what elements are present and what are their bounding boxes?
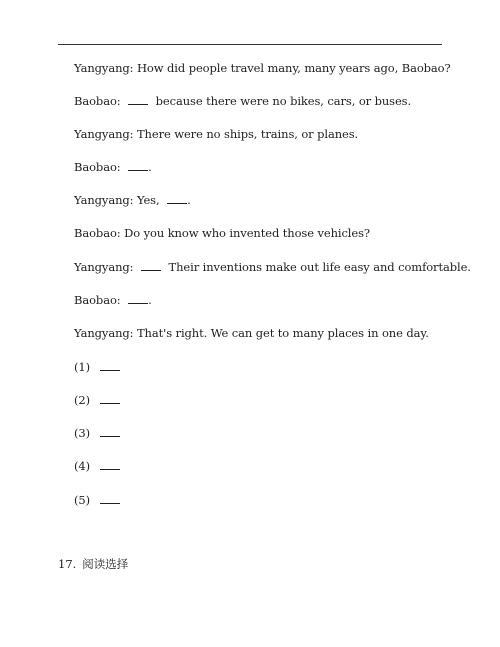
answer-number: (4) bbox=[74, 459, 90, 473]
dialogue-text: Their inventions make out life easy and comfortable. bbox=[168, 260, 471, 274]
dialogue-line-9 bbox=[74, 325, 429, 341]
answer-blank[interactable] bbox=[100, 359, 120, 371]
speaker: Yangyang: bbox=[74, 193, 134, 207]
answer-blank[interactable] bbox=[128, 159, 148, 171]
dialogue-text: . bbox=[148, 293, 152, 307]
speaker: Yangyang: bbox=[74, 326, 134, 340]
question-heading bbox=[58, 556, 128, 572]
dialogue-line-2 bbox=[74, 93, 411, 109]
answer-line-4 bbox=[74, 458, 124, 474]
dialogue-text: Do you know who invented those vehicles? bbox=[124, 226, 370, 240]
answer-blank[interactable] bbox=[128, 292, 148, 304]
answer-number: (2) bbox=[74, 393, 90, 407]
speaker: Yangyang: bbox=[74, 61, 134, 75]
speaker: Baobao: bbox=[74, 94, 121, 108]
dialogue-line-3 bbox=[74, 126, 358, 142]
dialogue-text-after: . bbox=[187, 193, 191, 207]
answer-blank[interactable] bbox=[167, 192, 187, 204]
answer-number: (3) bbox=[74, 426, 90, 440]
speaker: Baobao: bbox=[74, 293, 121, 307]
dialogue-text: . bbox=[148, 160, 152, 174]
answer-blank[interactable] bbox=[100, 492, 120, 504]
dialogue-line-8 bbox=[74, 292, 152, 308]
dialogue-line-4 bbox=[74, 159, 152, 175]
question-number: 17. bbox=[58, 557, 77, 571]
speaker: Baobao: bbox=[74, 160, 121, 174]
dialogue-text: Yes, bbox=[136, 193, 160, 207]
answer-blank[interactable] bbox=[100, 392, 120, 404]
dialogue-text: That's right. We can get to many places in one day. bbox=[136, 326, 429, 340]
answer-blank[interactable] bbox=[100, 425, 120, 437]
answer-blank[interactable] bbox=[141, 259, 161, 271]
question-title: 阅读选择 bbox=[82, 557, 129, 571]
dialogue-line-6 bbox=[74, 225, 370, 241]
dialogue-text: How did people travel many, many years ago, Baobao? bbox=[136, 61, 451, 75]
top-divider bbox=[58, 44, 442, 45]
speaker: Yangyang: bbox=[74, 127, 134, 141]
dialogue-line-7 bbox=[74, 259, 471, 275]
answer-line-5 bbox=[74, 492, 124, 508]
answer-blank[interactable] bbox=[100, 458, 120, 470]
answer-number: (1) bbox=[74, 360, 90, 374]
answer-blank[interactable] bbox=[128, 93, 148, 105]
answer-number: (5) bbox=[74, 493, 90, 507]
answer-line-2 bbox=[74, 392, 124, 408]
dialogue-line-5 bbox=[74, 192, 191, 208]
dialogue-text: because there were no bikes, cars, or buses. bbox=[155, 94, 412, 108]
answer-line-1 bbox=[74, 359, 124, 375]
dialogue-line-1 bbox=[74, 60, 451, 76]
dialogue-text: There were no ships, trains, or planes. bbox=[136, 127, 359, 141]
speaker: Baobao: bbox=[74, 226, 121, 240]
answer-line-3 bbox=[74, 425, 124, 441]
speaker: Yangyang: bbox=[74, 260, 134, 274]
